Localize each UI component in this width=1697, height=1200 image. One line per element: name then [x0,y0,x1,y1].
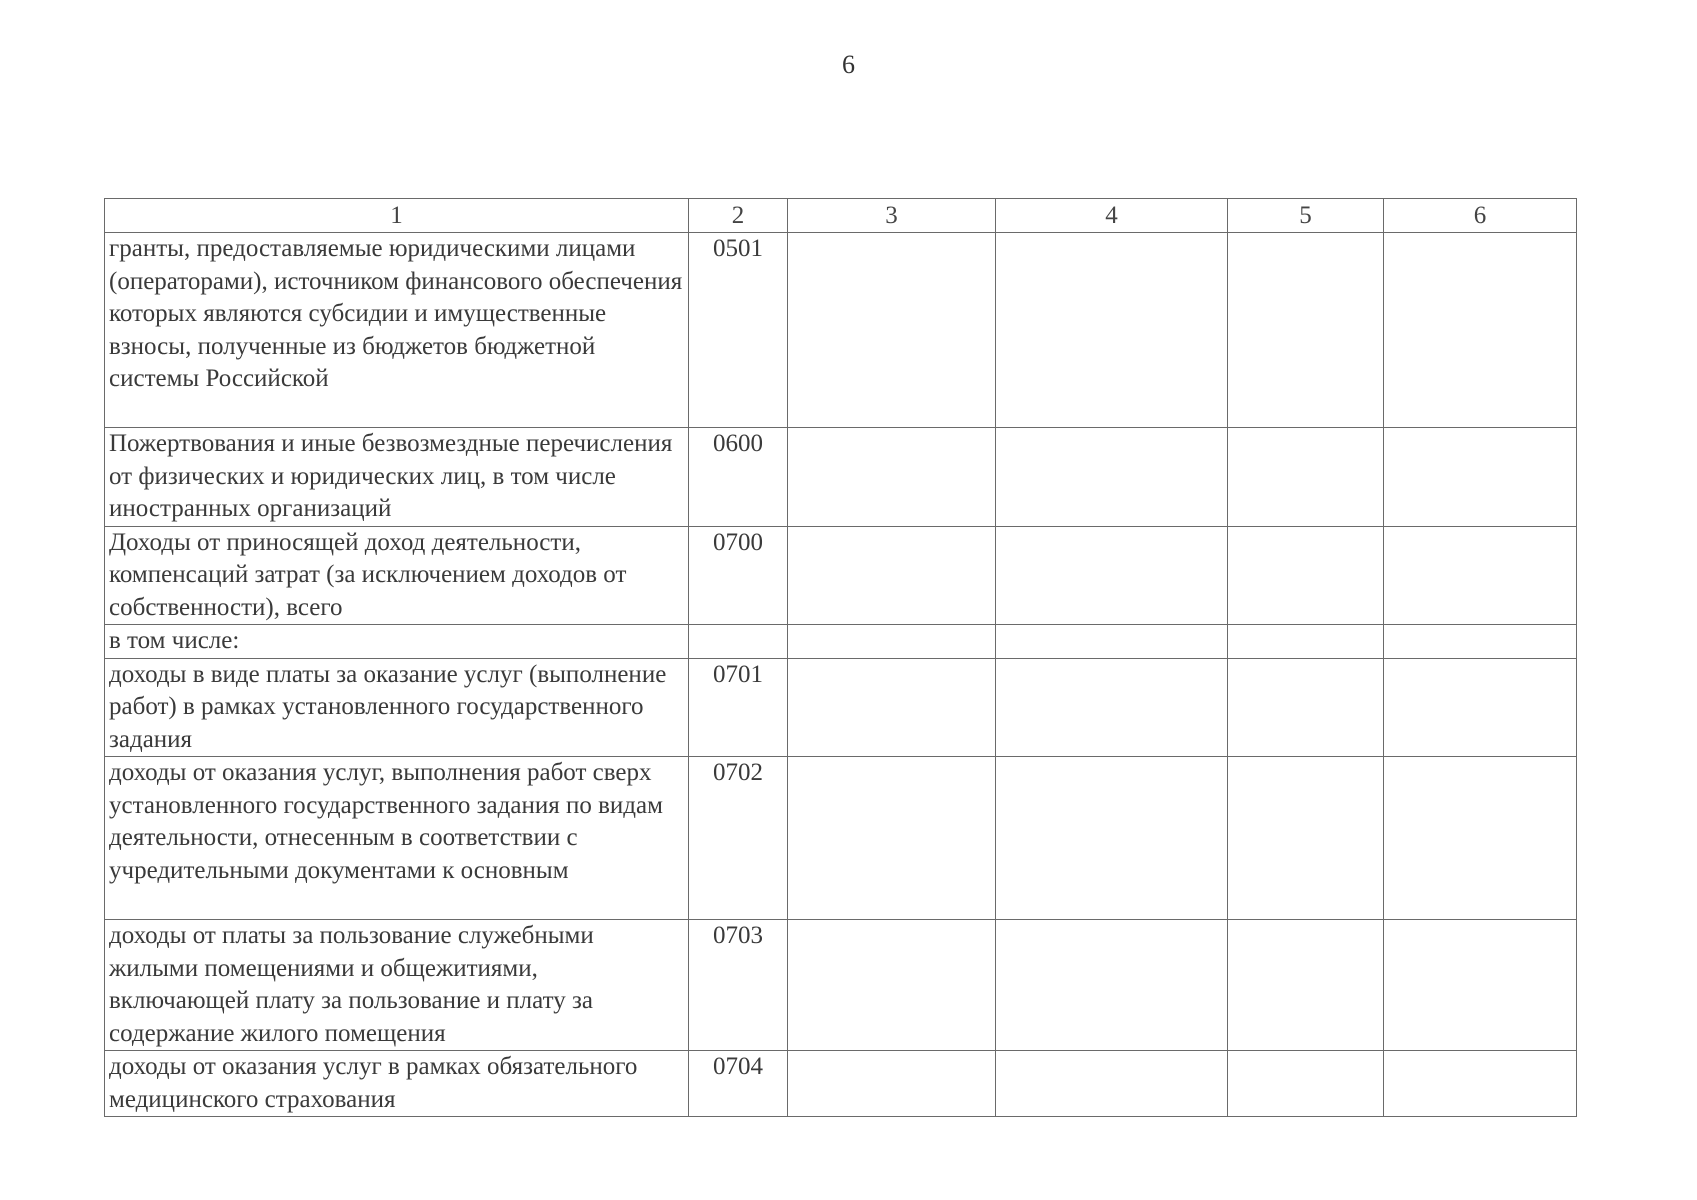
row-description: доходы от оказания услуг, выполнения работ сверх установленного государственного задания по видам деятельности, отнесенным в соответствии с учредительными документами к основным [105,757,689,920]
column-header-3: 3 [788,199,996,233]
value-cell [1384,428,1577,527]
row-description: Доходы от приносящей доход деятельности, компенсаций затрат (за исключением доходов от собственности), всего [105,526,689,625]
value-cell [1228,1051,1384,1117]
row-description: доходы от платы за пользование служебными жилыми помещениями и общежитиями, включающей плату за пользование и плату за содержание жилого помещения [105,920,689,1051]
row-code: 0703 [689,920,788,1051]
table-row [105,625,1577,659]
table-row [105,757,1577,920]
table-row [105,658,1577,757]
value-cell [788,658,996,757]
column-header-1: 1 [105,199,689,233]
value-cell [1384,658,1577,757]
value-cell [1384,526,1577,625]
value-cell [788,920,996,1051]
value-cell [1228,920,1384,1051]
table-row [105,526,1577,625]
row-description: доходы в виде платы за оказание услуг (выполнение работ) в рамках установленного государственного задания [105,658,689,757]
value-cell [788,428,996,527]
value-cell [788,625,996,659]
row-description: гранты, предоставляемые юридическими лицами (операторами), источником финансового обеспечения которых являются субсидии и имущественные взносы, полученные из бюджетов бюджетной системы Российской [105,233,689,428]
value-cell [1384,625,1577,659]
row-code [689,625,788,659]
value-cell [996,526,1228,625]
value-cell [996,658,1228,757]
value-cell [996,625,1228,659]
row-code: 0704 [689,1051,788,1117]
row-code: 0600 [689,428,788,527]
page-number: 6 [842,50,855,79]
value-cell [1384,233,1577,428]
value-cell [996,233,1228,428]
column-number-header-row [105,199,1577,233]
value-cell [788,233,996,428]
table-row [105,920,1577,1051]
value-cell [996,757,1228,920]
value-cell [788,526,996,625]
value-cell [996,1051,1228,1117]
value-cell [996,920,1228,1051]
value-cell [1228,658,1384,757]
value-cell [788,1051,996,1117]
value-cell [1384,1051,1577,1117]
value-cell [1228,757,1384,920]
value-cell [788,757,996,920]
value-cell [1384,757,1577,920]
value-cell [996,428,1228,527]
value-cell [1228,428,1384,527]
table-row [105,233,1577,428]
table-row [105,428,1577,527]
row-description: доходы от оказания услуг в рамках обязательного медицинского страхования [105,1051,689,1117]
row-code: 0700 [689,526,788,625]
column-header-2: 2 [689,199,788,233]
row-description: в том числе: [105,625,689,659]
column-header-5: 5 [1228,199,1384,233]
row-code: 0501 [689,233,788,428]
value-cell [1228,526,1384,625]
table-row [105,1051,1577,1117]
value-cell [1228,625,1384,659]
income-form-table [104,198,1577,1117]
value-cell [1384,920,1577,1051]
column-header-6: 6 [1384,199,1577,233]
column-header-4: 4 [996,199,1228,233]
value-cell [1228,233,1384,428]
row-code: 0701 [689,658,788,757]
row-code: 0702 [689,757,788,920]
row-description: Пожертвования и иные безвозмездные перечисления от физических и юридических лиц, в том числе иностранных организаций [105,428,689,527]
